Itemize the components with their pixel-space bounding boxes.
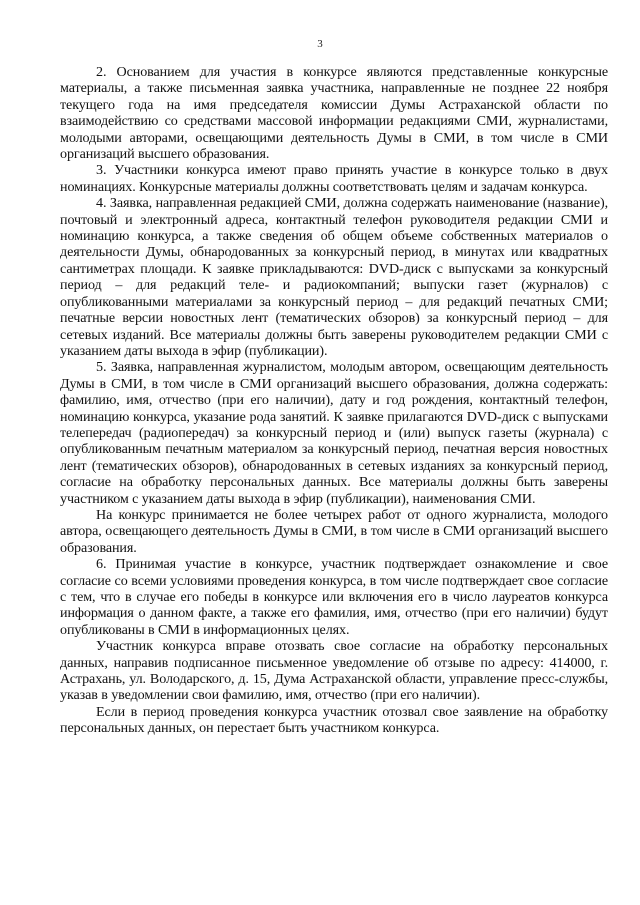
paragraph-consent-withdrawal: Участник конкурса вправе отозвать свое согласие на обработку персональных данных, направив подписанное письменное уведомление об отзыве по адресу: 414000, г. Астрахань, ул. Володарского, д. 15, Дума Астраханской области, управление пресс-службы, указав в уведомлении свои фамилию, имя, отчество (при его наличии).	[60, 638, 608, 704]
paragraph-4-media-application: 4. Заявка, направленная редакцией СМИ, должна содержать наименование (название), почтовый и электронный адреса, контактный телефон руководителя редакции СМИ и номинацию конкурса, а также сведения об общем объеме собственных материалов о деятельности Думы, обнародованных за конкурсный период, в минутах или квадратных сантиметрах площади. К заявке прикладываются: DVD-диск с выпусками за конкурсный период – для редакций теле- и радиокомпаний; выпуски газет (журналов) с опубликованными материалами за конкурсный период – для редакций печатных СМИ; печатные версии новостных лент (тематических обзоров) за конкурсный период – для сетевых изданий. Все материалы должны быть заверены руководителем редакции СМИ с указанием даты выхода в эфир (публикации).	[60, 195, 608, 359]
page-number: 3	[317, 38, 323, 50]
paragraph-withdrawal-consequence: Если в период проведения конкурса участник отозвал свое заявление на обработку персональных данных, он перестает быть участником конкурса.	[60, 703, 608, 737]
paragraph-5-journalist-application: 5. Заявка, направленная журналистом, молодым автором, освещающим деятельность Думы в СМИ, в том числе в СМИ организаций высшего образования, должна содержать: фамилию, имя, отчество (при его наличии), дату и год рождения, контактный телефон, номинацию конкурса, указание рода занятий. К заявке прилагаются DVD-диск с выпусками телепередач (радиопередач) за конкурсный период и (или) выпуск газеты (журнала) с опубликованным печатным материалом за конкурсный период, печатная версия новостных лент (тематических обзоров), обнародованных в сетевых изданиях за конкурсный период, согласие на обработку персональных данных. Все материалы должны быть заверены участником с указанием даты выхода в эфир (публикации), наименования СМИ.	[60, 359, 608, 507]
paragraph-works-limit: На конкурс принимается не более четырех работ от одного журналиста, молодого автора, освещающего деятельность Думы в СМИ, в том числе в СМИ организаций высшего образования.	[60, 506, 608, 556]
document-body	[60, 64, 608, 737]
paragraph-6-consent: 6. Принимая участие в конкурсе, участник подтверждает ознакомление и свое согласие со всеми условиями проведения конкурса, в том числе подтверждает свое согласие с тем, что в случае его победы в конкурсе или включения его в число лауреатов конкурса информация о данном факте, а также его фамилия, имя, отчество (при его наличии) будут опубликованы в СМИ в информационных целях.	[60, 556, 608, 638]
paragraph-3-nominations: 3. Участники конкурса имеют право принять участие в конкурсе только в двух номинациях. Конкурсные материалы должны соответствовать целям и задачам конкурса.	[60, 162, 608, 195]
paragraph-2-basis-for-participation: 2. Основанием для участия в конкурсе являются представленные конкурсные материалы, а также письменная заявка участника, направленные не позднее 22 ноября текущего года на имя председателя комиссии Думы Астраханской области по взаимодействию со средствами массовой информации редакциями СМИ, журналистами, молодыми авторами, освещающими деятельность Думы в СМИ, в том числе в СМИ организаций высшего образования.	[60, 64, 608, 163]
